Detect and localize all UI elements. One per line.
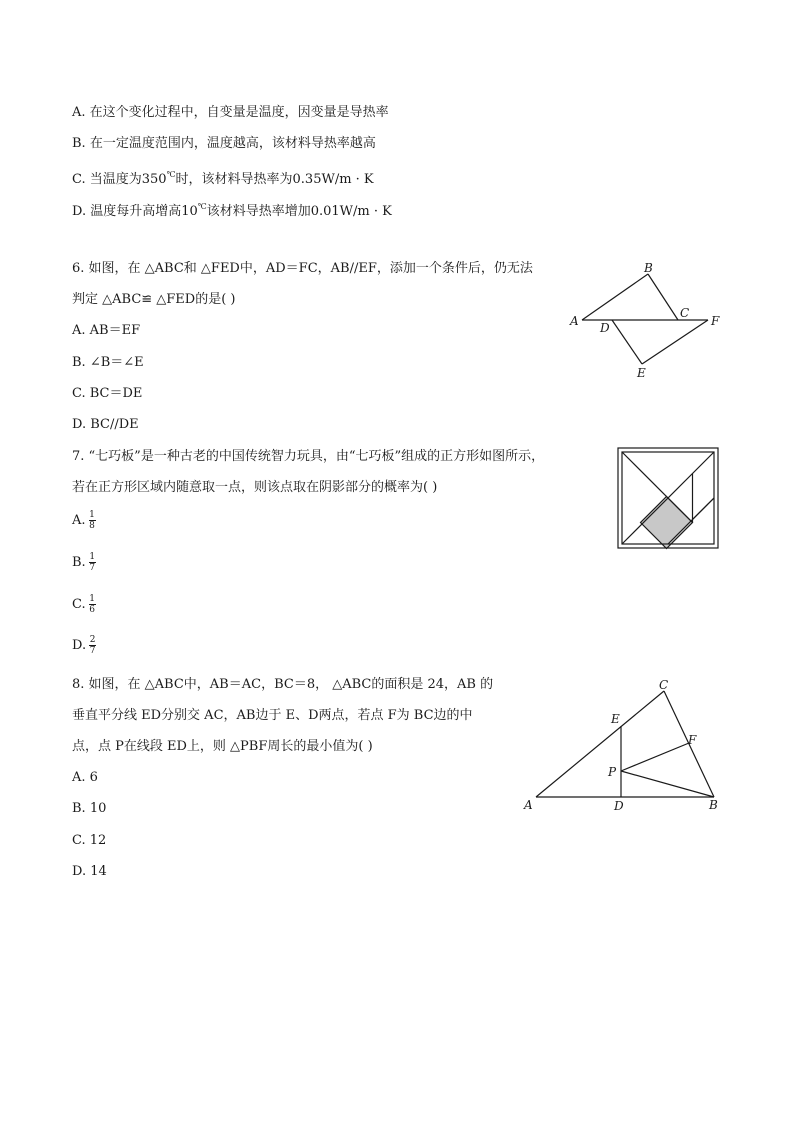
q7-option-a [72,510,96,531]
q5-option-d [72,198,392,221]
q8-label-b: B [709,798,718,812]
q8-option-a: A. 6 [72,770,98,785]
q6-label-b: B [644,261,653,275]
q5-option-c-text: C. 当温度为350 [72,172,167,187]
q6-option-a: A. AB＝EF [72,323,141,338]
q7-option-c-letter: C. [72,597,86,612]
q6-segment-fe [642,320,708,364]
q7-parallelogram-edge [693,498,715,520]
q7-option-b [72,552,96,573]
q6-label-f: F [711,314,720,328]
q7-option-b-den: 7 [89,563,96,573]
q8-label-e: E [611,712,620,726]
q8-label-f: F [688,733,697,747]
q7-option-d-den: 7 [89,646,96,656]
q8-segment-pb [621,771,714,797]
q7-option-c [72,594,96,615]
q5-option-b: B. 在一定温度范围内，温度越高，该材料导热率越高 [72,136,376,151]
q5-option-c-unit: ℃ [166,170,176,179]
q6-segment-bc [648,274,678,320]
q7-option-a-letter: A. [72,513,86,528]
q5-option-d-rest: 该材料导热率增加0.01W/m · K [206,204,392,219]
q7-option-b-letter: B. [72,555,86,570]
q6-label-e: E [637,366,646,380]
q6-segment-ed [612,320,642,364]
q7-option-a-num: 1 [89,510,95,520]
q8-option-b: B. 10 [72,801,107,816]
q7-stem-line2: 若在正方形区域内随意取一点，则该点取在阴影部分的概率为( ) [72,480,438,495]
q7-option-c-num: 1 [89,594,95,604]
q5-option-a: A. 在这个变化过程中，自变量是温度，因变量是导热率 [72,105,389,120]
q7-option-c-fraction [89,594,96,615]
q7-stem-line1: 7. “七巧板”是一种古老的中国传统智力玩具，由“七巧板”组成的正方形如图所示， [72,449,545,464]
q8-stem-line1: 8. 如图，在 △ABC中，AB＝AC，BC＝8， △ABC的面积是 24，AB 的 [72,677,494,692]
q8-option-c: C. 12 [72,833,107,848]
q5-option-c-rest: 时，该材料导热率为0.35W/m · K [175,172,374,187]
q7-option-a-fraction [89,510,96,531]
q8-label-d: D [614,799,624,813]
q7-option-b-num: 1 [89,552,96,562]
q6-option-d: D. BC//DE [72,417,139,432]
q8-segment-pf [621,743,689,771]
q8-stem-line3: 点，点 P在线段 ED上，则 △PBF周长的最小值为( ) [72,739,373,754]
q6-option-c: C. BC＝DE [72,386,143,401]
q6-label-a: A [570,314,579,328]
q6-label-c: C [680,306,690,320]
q7-option-a-den: 8 [89,521,95,531]
q8-label-a: A [524,798,533,812]
q6-figure [560,258,730,382]
q5-option-d-text: D. 温度每升高增高10 [72,204,198,219]
q6-label-d: D [600,321,610,335]
q6-stem-line1: 6. 如图，在 △ABC和 △FED中，AD＝FC，AB//EF，添加一个条件后，仍无法 [72,261,533,276]
q8-label-c: C [659,678,669,692]
q8-option-d: D. 14 [72,864,107,879]
q7-option-d-num: 2 [89,635,96,645]
q6-segment-ab [582,274,648,320]
q6-stem-line2: 判定 △ABC≌ △FED的是( ) [72,292,236,307]
q8-segment-ac [536,691,664,797]
q5-option-c [72,166,374,189]
q8-label-p: P [608,765,617,779]
q6-option-b: B. ∠B＝∠E [72,355,144,370]
q5-option-d-unit: ℃ [197,202,207,211]
q8-figure [520,676,730,816]
q7-option-d [72,635,96,656]
q7-option-c-den: 6 [89,605,95,615]
q7-shaded-square [641,497,693,549]
q7-tangram-figure [614,444,724,554]
q7-option-d-letter: D. [72,638,87,653]
q7-option-d-fraction [89,635,96,656]
q8-stem-line2: 垂直平分线 ED分别交 AC，AB边于 E、D两点，若点 F为 BC边的中 [72,708,473,723]
q7-option-b-fraction [89,552,96,573]
